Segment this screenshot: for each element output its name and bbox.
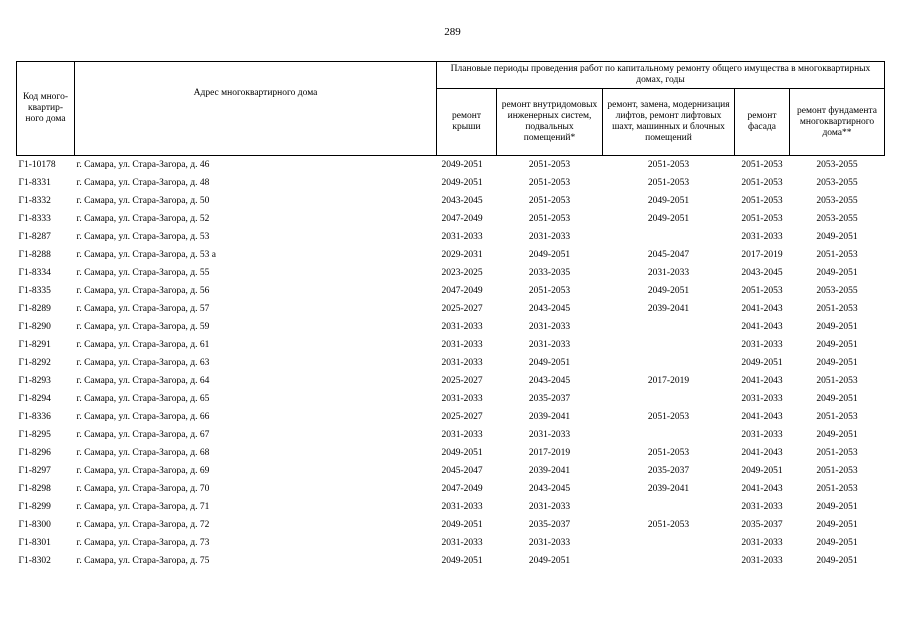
cell-lifts-period: 2051-2053 (647, 447, 690, 458)
cell-utilities-period: 2051-2053 (528, 159, 571, 170)
cell-roof-period: 2031-2033 (441, 339, 483, 350)
cell-facade-period: 2031-2033 (741, 501, 783, 512)
cell-foundation-period: 2049-2051 (816, 393, 858, 404)
cell-building-code: Г1-8287 (18, 231, 51, 242)
cell-building-code: Г1-8296 (18, 447, 51, 458)
cell-roof-period: 2049-2051 (441, 177, 483, 188)
cell-foundation-period: 2051-2053 (816, 375, 858, 386)
cell-address: г. Самара, ул. Стара-Загора, д. 56 (76, 285, 210, 296)
cell-building-code: Г1-8298 (18, 483, 51, 494)
cell-utilities-period: 2043-2045 (528, 375, 571, 386)
cell-facade-period: 2031-2033 (741, 393, 783, 404)
cell-foundation-period: 2049-2051 (816, 501, 858, 512)
cell-building-code: Г1-8301 (18, 537, 51, 548)
header-foundation-repair: ремонт фундамента многоквартирного дома** (790, 89, 885, 156)
cell-lifts-period (603, 498, 735, 516)
cell-address: г. Самара, ул. Стара-Загора, д. 57 (76, 303, 210, 314)
cell-utilities-period: 2031-2033 (528, 501, 571, 512)
cell-utilities-period: 2031-2033 (528, 429, 571, 440)
cell-address: г. Самара, ул. Стара-Загора, д. 50 (76, 195, 210, 206)
cell-facade-period: 2051-2053 (741, 213, 783, 224)
cell-utilities-period: 2049-2051 (528, 249, 571, 260)
cell-roof-period: 2049-2051 (441, 555, 483, 566)
cell-building-code: Г1-8291 (18, 339, 51, 350)
cell-foundation-period: 2053-2055 (816, 195, 858, 206)
cell-facade-period: 2051-2053 (741, 195, 783, 206)
table-row (17, 552, 885, 570)
table-header (17, 62, 885, 156)
cell-lifts-period: 2039-2041 (647, 483, 690, 494)
page-number: 289 (444, 26, 461, 38)
cell-roof-period: 2025-2027 (441, 303, 483, 314)
table-row (17, 192, 885, 210)
cell-address: г. Самара, ул. Стара-Загора, д. 61 (76, 339, 210, 350)
cell-foundation-period: 2053-2055 (816, 285, 858, 296)
cell-building-code: Г1-8294 (18, 393, 51, 404)
capital-repair-schedule-table (16, 61, 885, 570)
cell-building-code: Г1-10178 (18, 159, 56, 170)
cell-roof-period: 2047-2049 (441, 285, 483, 296)
cell-facade-period: 2049-2051 (741, 357, 783, 368)
table-row (17, 318, 885, 336)
cell-lifts-period (603, 390, 735, 408)
cell-facade-period: 2031-2033 (741, 537, 783, 548)
cell-lifts-period: 2049-2051 (647, 213, 690, 224)
cell-building-code: Г1-8292 (18, 357, 51, 368)
cell-address: г. Самара, ул. Стара-Загора, д. 52 (76, 213, 210, 224)
cell-roof-period: 2049-2051 (441, 159, 483, 170)
cell-address: г. Самара, ул. Стара-Загора, д. 63 (76, 357, 210, 368)
cell-roof-period: 2023-2025 (441, 267, 483, 278)
table-row (17, 246, 885, 264)
cell-utilities-period: 2031-2033 (528, 321, 571, 332)
cell-foundation-period: 2053-2055 (816, 213, 858, 224)
cell-facade-period: 2031-2033 (741, 429, 783, 440)
cell-building-code: Г1-8289 (18, 303, 51, 314)
table-row (17, 282, 885, 300)
cell-facade-period: 2031-2033 (741, 339, 783, 350)
cell-foundation-period: 2049-2051 (816, 429, 858, 440)
table-row (17, 444, 885, 462)
table-row (17, 534, 885, 552)
cell-lifts-period: 2045-2047 (647, 249, 690, 260)
cell-address: г. Самара, ул. Стара-Загора, д. 65 (76, 393, 210, 404)
table-row (17, 228, 885, 246)
cell-facade-period: 2031-2033 (741, 555, 783, 566)
cell-address: г. Самара, ул. Стара-Загора, д. 55 (76, 267, 210, 278)
cell-building-code: Г1-8293 (18, 375, 51, 386)
cell-utilities-period: 2051-2053 (528, 177, 571, 188)
cell-foundation-period: 2049-2051 (816, 519, 858, 530)
cell-building-code: Г1-8288 (18, 249, 51, 260)
cell-utilities-period: 2049-2051 (528, 555, 571, 566)
cell-foundation-period: 2051-2053 (816, 303, 858, 314)
table-row (17, 156, 885, 175)
cell-facade-period: 2041-2043 (741, 303, 783, 314)
cell-address: г. Самара, ул. Стара-Загора, д. 70 (76, 483, 210, 494)
cell-foundation-period: 2051-2053 (816, 447, 858, 458)
cell-building-code: Г1-8302 (18, 555, 51, 566)
cell-utilities-period: 2035-2037 (528, 519, 571, 530)
cell-address: г. Самара, ул. Стара-Загора, д. 75 (76, 555, 210, 566)
cell-utilities-period: 2031-2033 (528, 231, 571, 242)
cell-utilities-period: 2039-2041 (528, 465, 571, 476)
cell-facade-period: 2031-2033 (741, 231, 783, 242)
cell-roof-period: 2047-2049 (441, 483, 483, 494)
cell-building-code: Г1-8295 (18, 429, 51, 440)
cell-lifts-period (603, 534, 735, 552)
table-row (17, 390, 885, 408)
cell-foundation-period: 2049-2051 (816, 231, 858, 242)
cell-roof-period: 2031-2033 (441, 501, 483, 512)
cell-utilities-period: 2031-2033 (528, 537, 571, 548)
header-facade-repair: ремонт фасада (735, 89, 790, 156)
table-row (17, 354, 885, 372)
cell-facade-period: 2051-2053 (741, 177, 783, 188)
cell-roof-period: 2029-2031 (441, 249, 483, 260)
cell-foundation-period: 2049-2051 (816, 267, 858, 278)
cell-lifts-period: 2049-2051 (647, 195, 690, 206)
cell-facade-period: 2043-2045 (741, 267, 783, 278)
cell-roof-period: 2025-2027 (441, 375, 483, 386)
cell-roof-period: 2031-2033 (441, 429, 483, 440)
table-row (17, 264, 885, 282)
cell-lifts-period (603, 336, 735, 354)
cell-address: г. Самара, ул. Стара-Загора, д. 72 (76, 519, 210, 530)
cell-lifts-period: 2051-2053 (647, 159, 690, 170)
cell-roof-period: 2031-2033 (441, 393, 483, 404)
cell-address: г. Самара, ул. Стара-Загора, д. 69 (76, 465, 210, 476)
table-row (17, 210, 885, 228)
cell-foundation-period: 2049-2051 (816, 537, 858, 548)
table-body (17, 156, 885, 571)
cell-address: г. Самара, ул. Стара-Загора, д. 66 (76, 411, 210, 422)
cell-roof-period: 2049-2051 (441, 519, 483, 530)
cell-foundation-period: 2049-2051 (816, 555, 858, 566)
cell-building-code: Г1-8290 (18, 321, 51, 332)
cell-utilities-period: 2051-2053 (528, 195, 571, 206)
cell-facade-period: 2041-2043 (741, 411, 783, 422)
cell-foundation-period: 2053-2055 (816, 177, 858, 188)
cell-lifts-period (603, 354, 735, 372)
table-row (17, 408, 885, 426)
cell-address: г. Самара, ул. Стара-Загора, д. 73 (76, 537, 210, 548)
cell-utilities-period: 2039-2041 (528, 411, 571, 422)
cell-lifts-period (603, 426, 735, 444)
header-utilities-repair: ремонт внутридомовых инженерных систем, подвальных помещений* (497, 89, 603, 156)
table-row (17, 336, 885, 354)
cell-utilities-period: 2043-2045 (528, 303, 571, 314)
cell-roof-period: 2031-2033 (441, 357, 483, 368)
cell-address: г. Самара, ул. Стара-Загора, д. 48 (76, 177, 210, 188)
cell-address: г. Самара, ул. Стара-Загора, д. 68 (76, 447, 210, 458)
cell-building-code: Г1-8336 (18, 411, 51, 422)
cell-utilities-period: 2051-2053 (528, 285, 571, 296)
cell-roof-period: 2049-2051 (441, 447, 483, 458)
table-row (17, 174, 885, 192)
cell-building-code: Г1-8297 (18, 465, 51, 476)
table-row (17, 516, 885, 534)
cell-lifts-period: 2049-2051 (647, 285, 690, 296)
cell-utilities-period: 2043-2045 (528, 483, 571, 494)
cell-facade-period: 2041-2043 (741, 483, 783, 494)
cell-facade-period: 2041-2043 (741, 447, 783, 458)
cell-lifts-period: 2051-2053 (647, 519, 690, 530)
table-row (17, 480, 885, 498)
cell-building-code: Г1-8331 (18, 177, 51, 188)
cell-address: г. Самара, ул. Стара-Загора, д. 53 (76, 231, 210, 242)
table-row (17, 462, 885, 480)
cell-foundation-period: 2053-2055 (816, 159, 858, 170)
cell-roof-period: 2045-2047 (441, 465, 483, 476)
table-row (17, 426, 885, 444)
cell-building-code: Г1-8334 (18, 267, 51, 278)
header-code: Код много-квартир-ного дома (17, 62, 75, 156)
cell-foundation-period: 2049-2051 (816, 339, 858, 350)
cell-foundation-period: 2051-2053 (816, 411, 858, 422)
cell-lifts-period: 2031-2033 (647, 267, 690, 278)
cell-lifts-period (603, 552, 735, 570)
cell-foundation-period: 2049-2051 (816, 321, 858, 332)
cell-facade-period: 2041-2043 (741, 375, 783, 386)
cell-lifts-period: 2035-2037 (647, 465, 690, 476)
cell-building-code: Г1-8335 (18, 285, 51, 296)
cell-lifts-period (603, 228, 735, 246)
cell-lifts-period: 2017-2019 (647, 375, 690, 386)
cell-building-code: Г1-8300 (18, 519, 51, 530)
header-lifts-repair: ремонт, замена, модернизация лифтов, ремонт лифтовых шахт, машинных и блочных помещений (603, 89, 735, 156)
cell-roof-period: 2031-2033 (441, 537, 483, 548)
table-row (17, 498, 885, 516)
cell-roof-period: 2047-2049 (441, 213, 483, 224)
cell-address: г. Самара, ул. Стара-Загора, д. 67 (76, 429, 210, 440)
cell-address: г. Самара, ул. Стара-Загора, д. 71 (76, 501, 210, 512)
cell-foundation-period: 2049-2051 (816, 357, 858, 368)
cell-building-code: Г1-8299 (18, 501, 51, 512)
cell-utilities-period: 2035-2037 (528, 393, 571, 404)
cell-utilities-period: 2033-2035 (528, 267, 571, 278)
cell-lifts-period: 2051-2053 (647, 177, 690, 188)
cell-foundation-period: 2051-2053 (816, 483, 858, 494)
cell-facade-period: 2051-2053 (741, 159, 783, 170)
cell-roof-period: 2031-2033 (441, 231, 483, 242)
table-row (17, 372, 885, 390)
cell-roof-period: 2043-2045 (441, 195, 483, 206)
cell-facade-period: 2035-2037 (741, 519, 783, 530)
cell-roof-period: 2025-2027 (441, 411, 483, 422)
cell-address: г. Самара, ул. Стара-Загора, д. 59 (76, 321, 210, 332)
cell-utilities-period: 2031-2033 (528, 339, 571, 350)
header-planned-periods: Плановые периоды проведения работ по капитальному ремонту общего имущества в многоквартирных домах, годы (437, 62, 885, 89)
table-row (17, 300, 885, 318)
cell-facade-period: 2041-2043 (741, 321, 783, 332)
cell-address: г. Самара, ул. Стара-Загора, д. 64 (76, 375, 210, 386)
cell-roof-period: 2031-2033 (441, 321, 483, 332)
cell-address: г. Самара, ул. Стара-Загора, д. 53 а (76, 249, 216, 260)
cell-utilities-period: 2017-2019 (528, 447, 571, 458)
cell-lifts-period: 2051-2053 (647, 411, 690, 422)
cell-lifts-period: 2039-2041 (647, 303, 690, 314)
cell-foundation-period: 2051-2053 (816, 465, 858, 476)
cell-utilities-period: 2051-2053 (528, 213, 571, 224)
header-address: Адрес многоквартирного дома (75, 62, 437, 156)
cell-facade-period: 2017-2019 (741, 249, 783, 260)
cell-building-code: Г1-8332 (18, 195, 51, 206)
cell-building-code: Г1-8333 (18, 213, 51, 224)
cell-address: г. Самара, ул. Стара-Загора, д. 46 (76, 159, 210, 170)
cell-facade-period: 2049-2051 (741, 465, 783, 476)
cell-lifts-period (603, 318, 735, 336)
cell-foundation-period: 2051-2053 (816, 249, 858, 260)
header-roof-repair: ремонт крыши (437, 89, 497, 156)
cell-facade-period: 2051-2053 (741, 285, 783, 296)
cell-utilities-period: 2049-2051 (528, 357, 571, 368)
